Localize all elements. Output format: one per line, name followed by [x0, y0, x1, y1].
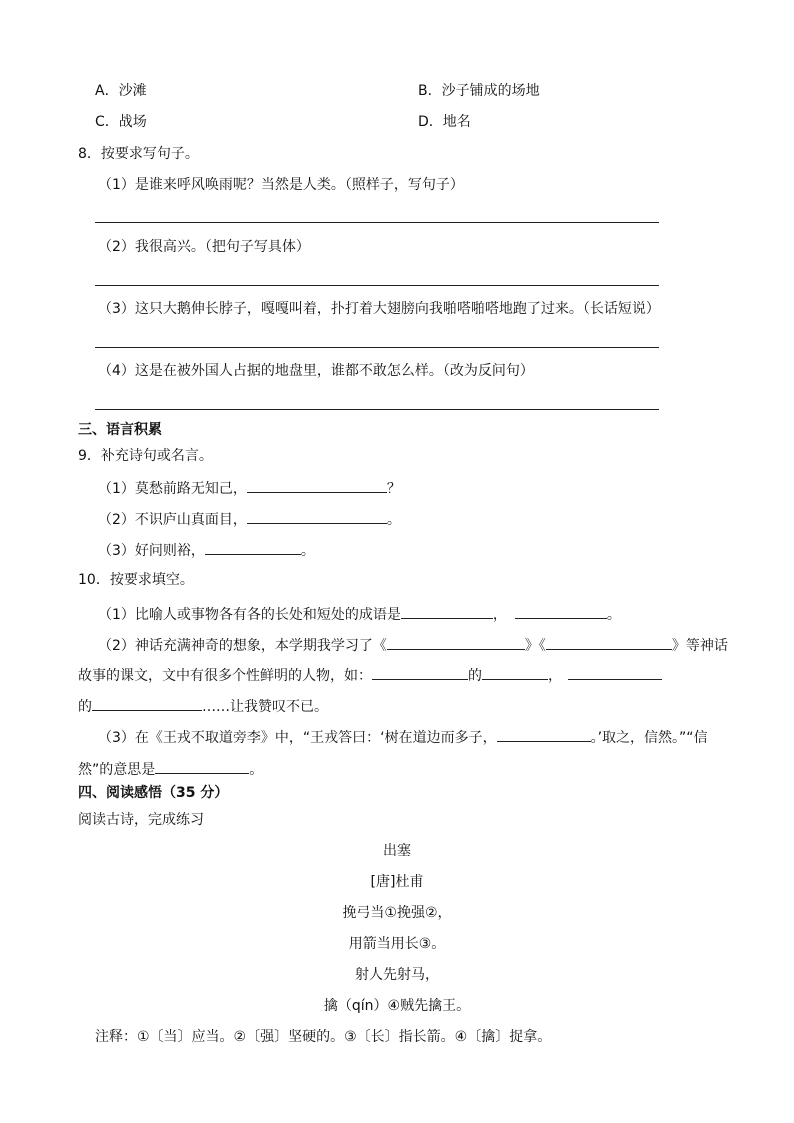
q10-2-line2-de: 的: [468, 668, 482, 684]
blank-10-3a[interactable]: [497, 726, 591, 742]
answer-line-8-2[interactable]: [95, 285, 659, 286]
q9-3-end: 。: [300, 543, 315, 559]
q10-3-end: 。’取之，信然。”“信: [590, 730, 708, 746]
question-10-item-2-line3: [78, 695, 328, 717]
question-9-item-3: [98, 539, 315, 561]
question-10-item-2-line2: [78, 664, 662, 686]
q10-2-sep: 》《: [524, 638, 546, 654]
q10-3-text: （3）在《王戎不取道旁李》中，“王戎答曰：‘树在道边而多子，: [98, 730, 497, 746]
q10-2-line3-text: ……让我赞叹不已。: [202, 699, 328, 715]
q10-1-end: 。: [606, 607, 621, 623]
blank-9-3[interactable]: [205, 539, 301, 555]
reading-intro: 阅读古诗，完成练习: [78, 812, 204, 828]
question-8-item-1: （1）是谁来呼风唤雨呢？当然是人类。（照样子，写句子）: [98, 177, 464, 193]
question-8-title: 8．按要求写句子。: [78, 146, 199, 162]
question-8-item-2: （2）我很高兴。（把句子写具体）: [98, 239, 310, 255]
blank-10-2b[interactable]: [546, 634, 672, 650]
option-c: C．战场: [95, 114, 147, 130]
section-3-title: 三、语言积累: [78, 422, 162, 438]
option-b: B．沙子铺成的场地: [418, 83, 540, 99]
blank-10-2f[interactable]: [92, 695, 202, 711]
q10-1-sep: ，: [492, 607, 507, 623]
q10-3-line2-end: 。: [249, 762, 264, 778]
poem-author: [唐]杜甫: [370, 874, 424, 890]
q10-2-line2-sep: ，: [548, 668, 562, 684]
q10-1-text: （1）比喻人或事物各有各的长处和短处的成语是: [98, 607, 401, 623]
question-10-item-3: [98, 726, 708, 748]
blank-10-3b[interactable]: [155, 758, 249, 774]
blank-10-2d[interactable]: [482, 664, 548, 680]
q10-2-line2-text: 故事的课文，文中有很多个性鲜明的人物，如：: [78, 668, 372, 684]
question-10-item-3-line2: [78, 758, 263, 780]
q10-2-text: （2）神话充满神奇的想象，本学期我学习了《: [98, 638, 387, 654]
section-4-title: 四、阅读感悟（35 分）: [78, 785, 229, 801]
answer-line-8-1[interactable]: [95, 222, 659, 223]
q10-3-line2-text: 然”的意思是: [78, 762, 156, 778]
q9-2-text: （2）不识庐山真面目，: [98, 512, 247, 528]
blank-9-2[interactable]: [247, 508, 387, 524]
poem-line-1: 挽弓当①挽强②，: [342, 905, 452, 921]
poem-line-2: 用箭当用长③。: [348, 936, 446, 952]
option-a: A．沙滩: [95, 83, 147, 99]
question-9-item-1: [98, 477, 401, 499]
q9-3-text: （3）好问则裕，: [98, 543, 205, 559]
blank-10-2c[interactable]: [372, 664, 468, 680]
q10-2-end: 》等神话: [671, 638, 728, 654]
question-10-item-2: [98, 634, 728, 656]
question-8-item-3: （3）这只大鹅伸长脖子，嘎嘎叫着，扑打着大翅膀向我啪嗒啪嗒地跑了过来。（长话短说）: [98, 301, 660, 317]
poem-line-3: 射人先射马，: [355, 967, 439, 983]
q9-2-end: 。: [386, 512, 401, 528]
q9-1-text: （1）莫愁前路无知己，: [98, 481, 247, 497]
answer-line-8-4[interactable]: [95, 409, 659, 410]
blank-10-1a[interactable]: [401, 603, 493, 619]
poem-line-4: 擒（qín）④贼先擒王。: [323, 998, 471, 1014]
question-9-title: 9．补充诗句或名言。: [78, 448, 213, 464]
option-d: D．地名: [418, 114, 471, 130]
blank-10-1b[interactable]: [515, 603, 607, 619]
blank-10-2e[interactable]: [568, 664, 662, 680]
blank-9-1[interactable]: [247, 477, 387, 493]
blank-10-2a[interactable]: [387, 634, 525, 650]
question-10-title: 10．按要求填空。: [78, 572, 194, 588]
q10-2-line3-de: 的: [78, 699, 92, 715]
answer-line-8-3[interactable]: [95, 347, 659, 348]
poem-notes: 注释：①〔当〕应当。②〔强〕坚硬的。③〔长〕指长箭。④〔擒〕捉拿。: [95, 1029, 552, 1045]
poem-title: 出塞: [383, 843, 411, 859]
q9-1-end: ？: [386, 481, 401, 497]
question-10-item-1: [98, 603, 621, 625]
question-9-item-2: [98, 508, 401, 530]
question-8-item-4: （4）这是在被外国人占据的地盘里，谁都不敢怎么样。（改为反问句）: [98, 363, 534, 379]
